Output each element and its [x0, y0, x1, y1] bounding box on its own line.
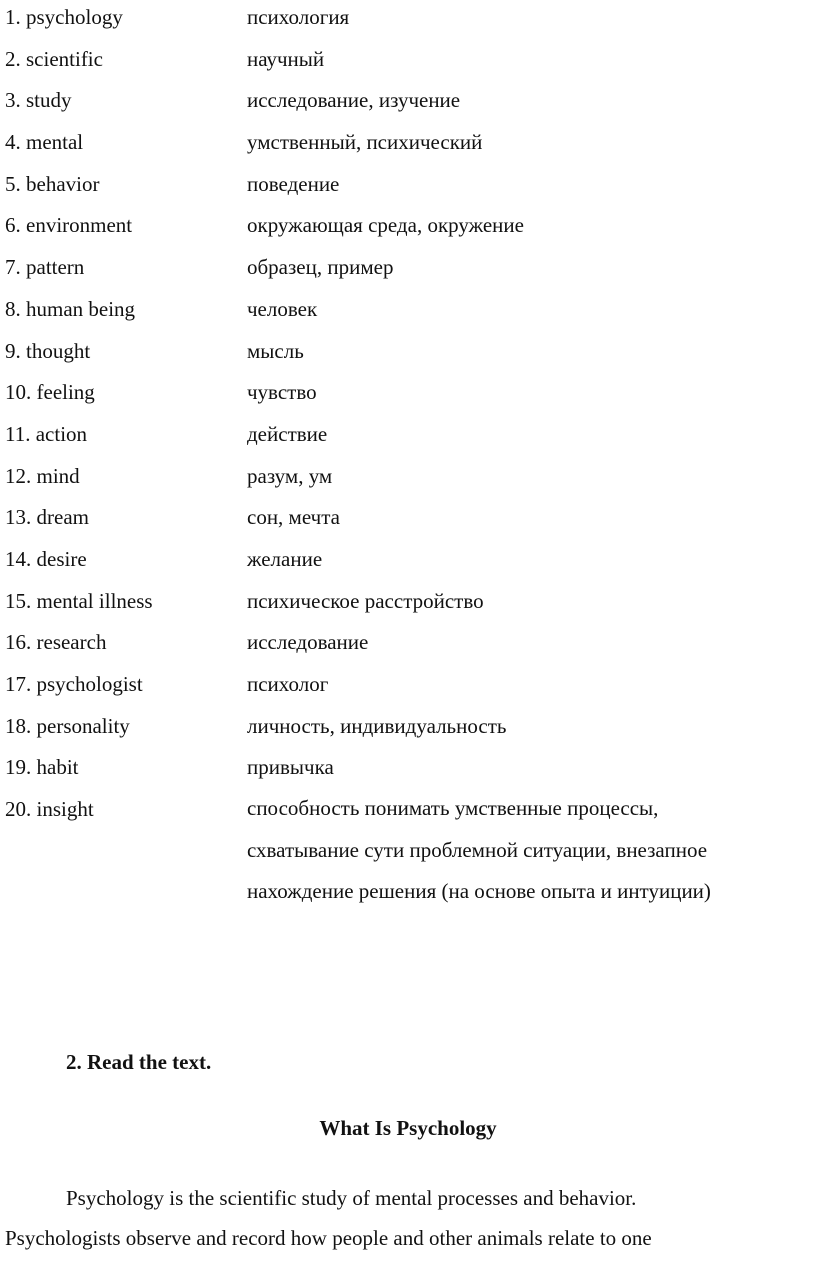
vocab-row-13 — [0, 500, 816, 542]
vocab-translation: чувство — [247, 380, 317, 405]
vocab-row-1 — [0, 0, 816, 42]
vocab-term: 6. environment — [5, 213, 133, 238]
vocab-row-12 — [0, 459, 816, 501]
vocab-translation: исследование, изучение — [247, 88, 461, 113]
vocab-row-10 — [0, 375, 816, 417]
vocab-row-3 — [0, 83, 816, 125]
exercise-heading: 2. Read the text. — [66, 1050, 212, 1074]
vocab-term: 2. scientific — [5, 46, 103, 71]
vocab-translation: человек — [247, 296, 318, 321]
vocab-translation: окружающая среда, окружение — [247, 213, 524, 238]
vocab-term: 16. research — [5, 630, 107, 655]
vocab-term: 14. desire — [5, 546, 87, 571]
vocab-term: 3. study — [5, 88, 72, 113]
paragraph-line: Psychologists observe and record how people and other animals relate to one — [5, 1226, 652, 1250]
vocab-row-2 — [0, 42, 816, 84]
vocab-translation: психолог — [247, 672, 329, 696]
vocab-translation: поведение — [247, 171, 340, 196]
vocab-translation: мысль — [247, 338, 304, 363]
text-title: What Is Psychology — [319, 1116, 497, 1140]
vocab-term: 5. behavior — [5, 171, 100, 196]
vocab-term: 18. personality — [5, 713, 130, 738]
vocab-term: 8. human being — [5, 296, 136, 321]
paragraph-line: Psychology is the scientific study of mental processes and behavior. — [66, 1186, 637, 1210]
vocab-term: 15. mental illness — [5, 588, 153, 613]
vocab-translation: сон, мечта — [247, 505, 340, 530]
vocab-row-17 — [0, 667, 816, 709]
vocab-translation: исследование — [247, 630, 369, 655]
vocab-row-20 — [0, 792, 816, 913]
vocab-row-8 — [0, 292, 816, 334]
vocab-row-18 — [0, 709, 816, 751]
vocab-term: 10. feeling — [5, 380, 95, 405]
vocab-term: 11. action — [5, 421, 88, 446]
vocab-row-6 — [0, 208, 816, 250]
vocab-term: 13. dream — [5, 505, 89, 530]
vocab-term: 1. psychology — [5, 5, 123, 29]
vocab-translation: разум, ум — [247, 463, 333, 488]
translation-line: способность понимать умственные процессы, — [247, 796, 659, 821]
vocab-term: 9. thought — [5, 338, 91, 363]
vocab-translation: действие — [247, 421, 328, 446]
vocab-translation: личность, индивидуальность — [247, 713, 507, 738]
translation-line: схватывание сути проблемной ситуации, внезапное — [247, 837, 708, 862]
vocab-row-9 — [0, 334, 816, 376]
vocab-translation: научный — [247, 46, 325, 71]
vocab-row-16 — [0, 625, 816, 667]
vocab-translation: психология — [247, 5, 350, 29]
vocab-row-4 — [0, 125, 816, 167]
vocab-row-7 — [0, 250, 816, 292]
vocab-row-15 — [0, 584, 816, 626]
vocab-term: 12. mind — [5, 463, 80, 488]
translation-line: нахождение решения (на основе опыта и интуиции) — [247, 879, 711, 904]
vocab-translation: желание — [247, 546, 323, 571]
vocab-row-19 — [0, 750, 816, 792]
vocab-translation: привычка — [247, 755, 334, 780]
vocab-translation-multiline — [247, 788, 792, 913]
vocab-term: 17. psychologist — [5, 672, 143, 696]
body-paragraph — [5, 1178, 811, 1258]
vocab-translation: умственный, психический — [247, 130, 483, 155]
vocab-row-11 — [0, 417, 816, 459]
vocab-term: 7. pattern — [5, 255, 85, 280]
vocab-term: 20. insight — [5, 797, 94, 822]
vocab-term: 19. habit — [5, 755, 79, 780]
vocab-row-14 — [0, 542, 816, 584]
vocab-row-5 — [0, 167, 816, 209]
vocab-term: 4. mental — [5, 130, 84, 155]
vocab-translation: образец, пример — [247, 255, 394, 280]
vocab-translation: психическое расстройство — [247, 588, 484, 613]
